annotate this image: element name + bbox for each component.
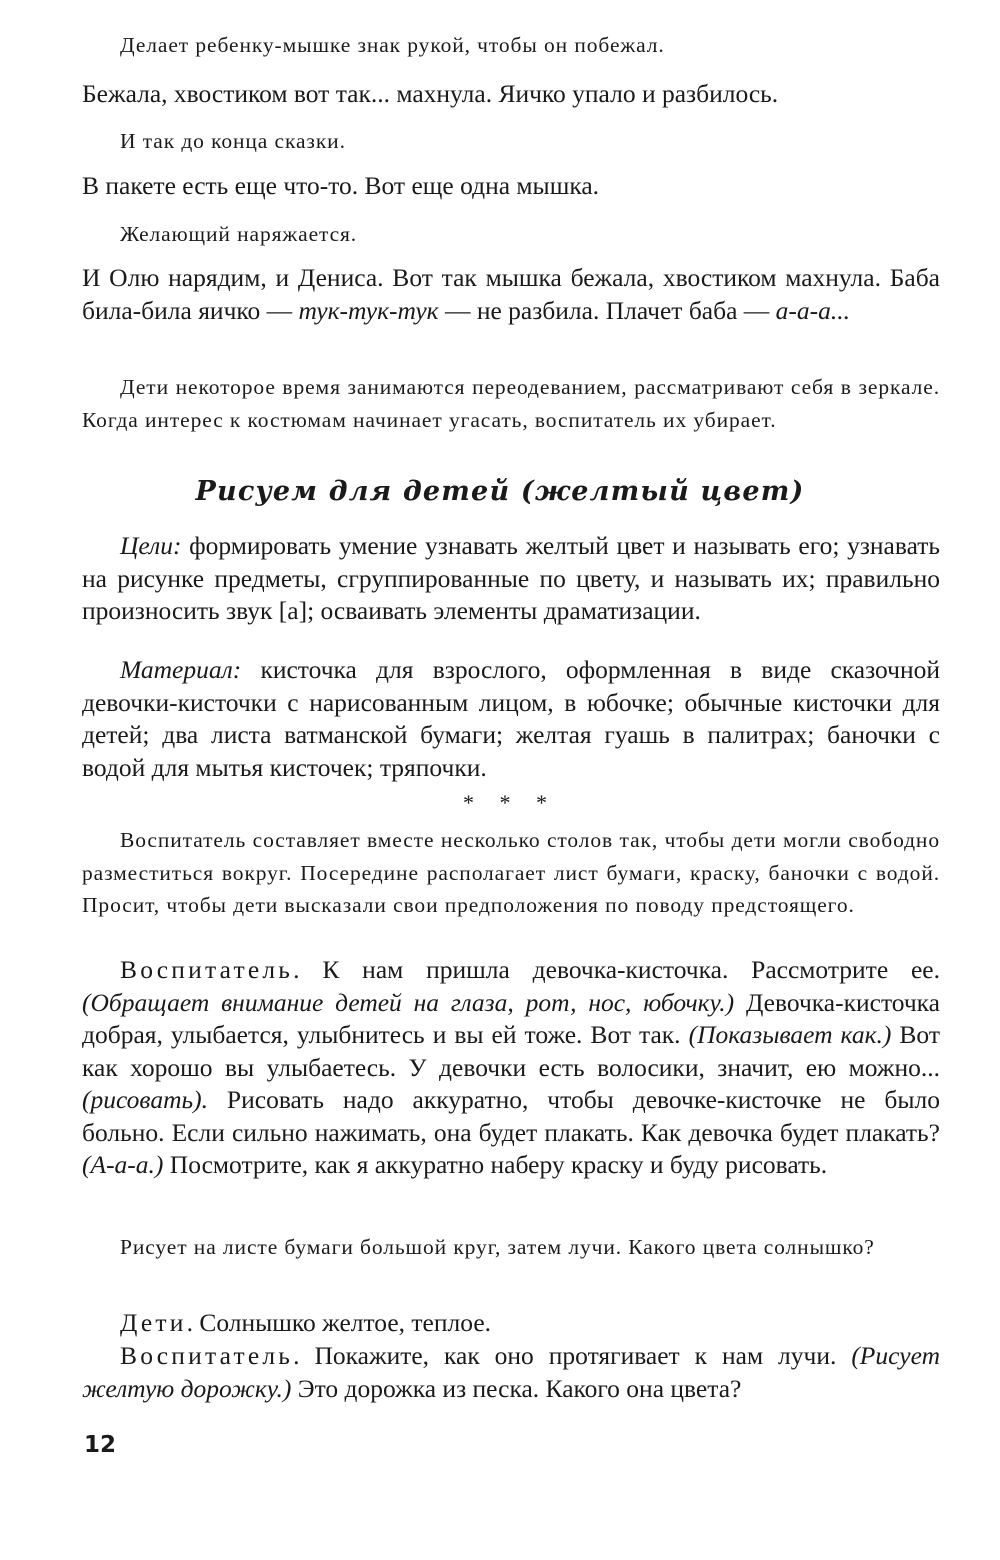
children-speech xyxy=(82,1307,940,1340)
speaker-children: Дети xyxy=(120,1308,187,1337)
section-separator: * * * xyxy=(463,790,557,815)
crying-sound: а-а-а... xyxy=(775,295,851,325)
speech-text: . К нам пришла девочка-кисточка. Рассмотрите ее. xyxy=(293,955,940,984)
narration-paragraph-1 xyxy=(82,262,940,327)
stage-direction-paragraph-3: Рисует на листе бумаги большой круг, затем лучи. Какого цвета солнышко? xyxy=(120,1235,875,1259)
narration-text-mid: — не разбила. Плачет баба — xyxy=(438,295,776,325)
speech-text: Рисовать надо аккуратно, чтобы девочке-кисточке не было больно. Если сильно нажимать, она будет плакать. Как девочка будет плакать? xyxy=(82,1085,940,1147)
goals-label: Цели: xyxy=(120,531,182,560)
speech-text: Это дорожка из песка. Какого она цвета? xyxy=(291,1373,742,1403)
speech-text: . Солнышко желтое, теплое. xyxy=(186,1308,492,1337)
stage-direction-2: И так до конца сказки. xyxy=(120,129,346,153)
goals-text: формировать умение узнавать желтый цвет и называть его; узнавать на рисунке предметы, сгруппированные по цвету, и называть их; правильно произносить звук [а]; осваивать элементы драматизации. xyxy=(82,531,940,625)
stage-note: (А-а-а.) xyxy=(82,1150,164,1179)
teacher-speech-2 xyxy=(82,1340,940,1405)
speech-text: . Покажите, как оно протягивает к нам лучи. xyxy=(293,1341,852,1370)
section-title: Рисуем для детей (желтый цвет) xyxy=(195,476,805,507)
sound-effect: тук-тук-тук xyxy=(298,295,439,325)
narration-line-2: В пакете есть еще что-то. Вот еще одна мышка. xyxy=(82,171,600,200)
stage-direction-paragraph-1: Дети некоторое время занимаются переодеванием, рассматривают себя в зеркале. Когда интерес к костюмам начинает угасать, воспитатель их убирает. xyxy=(82,375,940,432)
stage-direction-1: Делает ребенку-мышке знак рукой, чтобы он побежал. xyxy=(120,33,665,57)
speech-text: Посмотрите, как я аккуратно наберу краску и буду рисовать. xyxy=(163,1150,828,1179)
teacher-speech-1 xyxy=(82,954,940,1182)
speaker-teacher: Воспитатель xyxy=(120,1341,294,1370)
material-paragraph xyxy=(82,654,940,784)
speech-text: Вот как хорошо вы улыбаетесь. У девочки есть волосики, значит, ею можно... xyxy=(82,1020,940,1082)
narration-line-1: Бежала, хвостиком вот так... махнула. Яичко упало и разбилось. xyxy=(82,79,779,108)
goals-paragraph xyxy=(82,530,940,628)
stage-note: (Обращает внимание детей на глаза, рот, нос, юбочку.) xyxy=(82,987,735,1017)
stage-note: (Показывает как.) xyxy=(688,1020,892,1049)
speech-text: Девочка-кисточка добрая, улыбается, улыбнитесь и вы ей тоже. Вот так. xyxy=(82,987,940,1049)
stage-note: (рисовать). xyxy=(82,1085,208,1114)
stage-direction-3: Желающий наряжается. xyxy=(120,222,358,246)
stage-note: (Рисует желтую дорожку.) xyxy=(82,1341,940,1403)
speaker-teacher: Воспитатель xyxy=(120,955,294,984)
page-number: 12 xyxy=(84,1432,117,1458)
narration-text-start: И Олю нарядим, и Дениса. Вот так мышка бежала, хвостиком махнула. Баба била-била яичко — xyxy=(82,263,940,325)
material-label: Материал: xyxy=(120,655,242,684)
stage-direction-paragraph-2: Воспитатель составляет вместе несколько столов так, чтобы дети могли свободно разместиться вокруг. Посередине располагает лист бумаги, краску, баночки с водой. Просит, чтобы дети высказали свои предположения по поводу предстоящего. xyxy=(82,828,940,917)
material-text: кисточка для взрослого, оформленная в виде сказочной девочки-кисточки с нарисованным лицом, в юбочке; обычные кисточки для детей; два листа ватманской бумаги; желтая гуашь в палитрах; баночки с водой для мытья кисточек; тряпочки. xyxy=(82,655,940,782)
